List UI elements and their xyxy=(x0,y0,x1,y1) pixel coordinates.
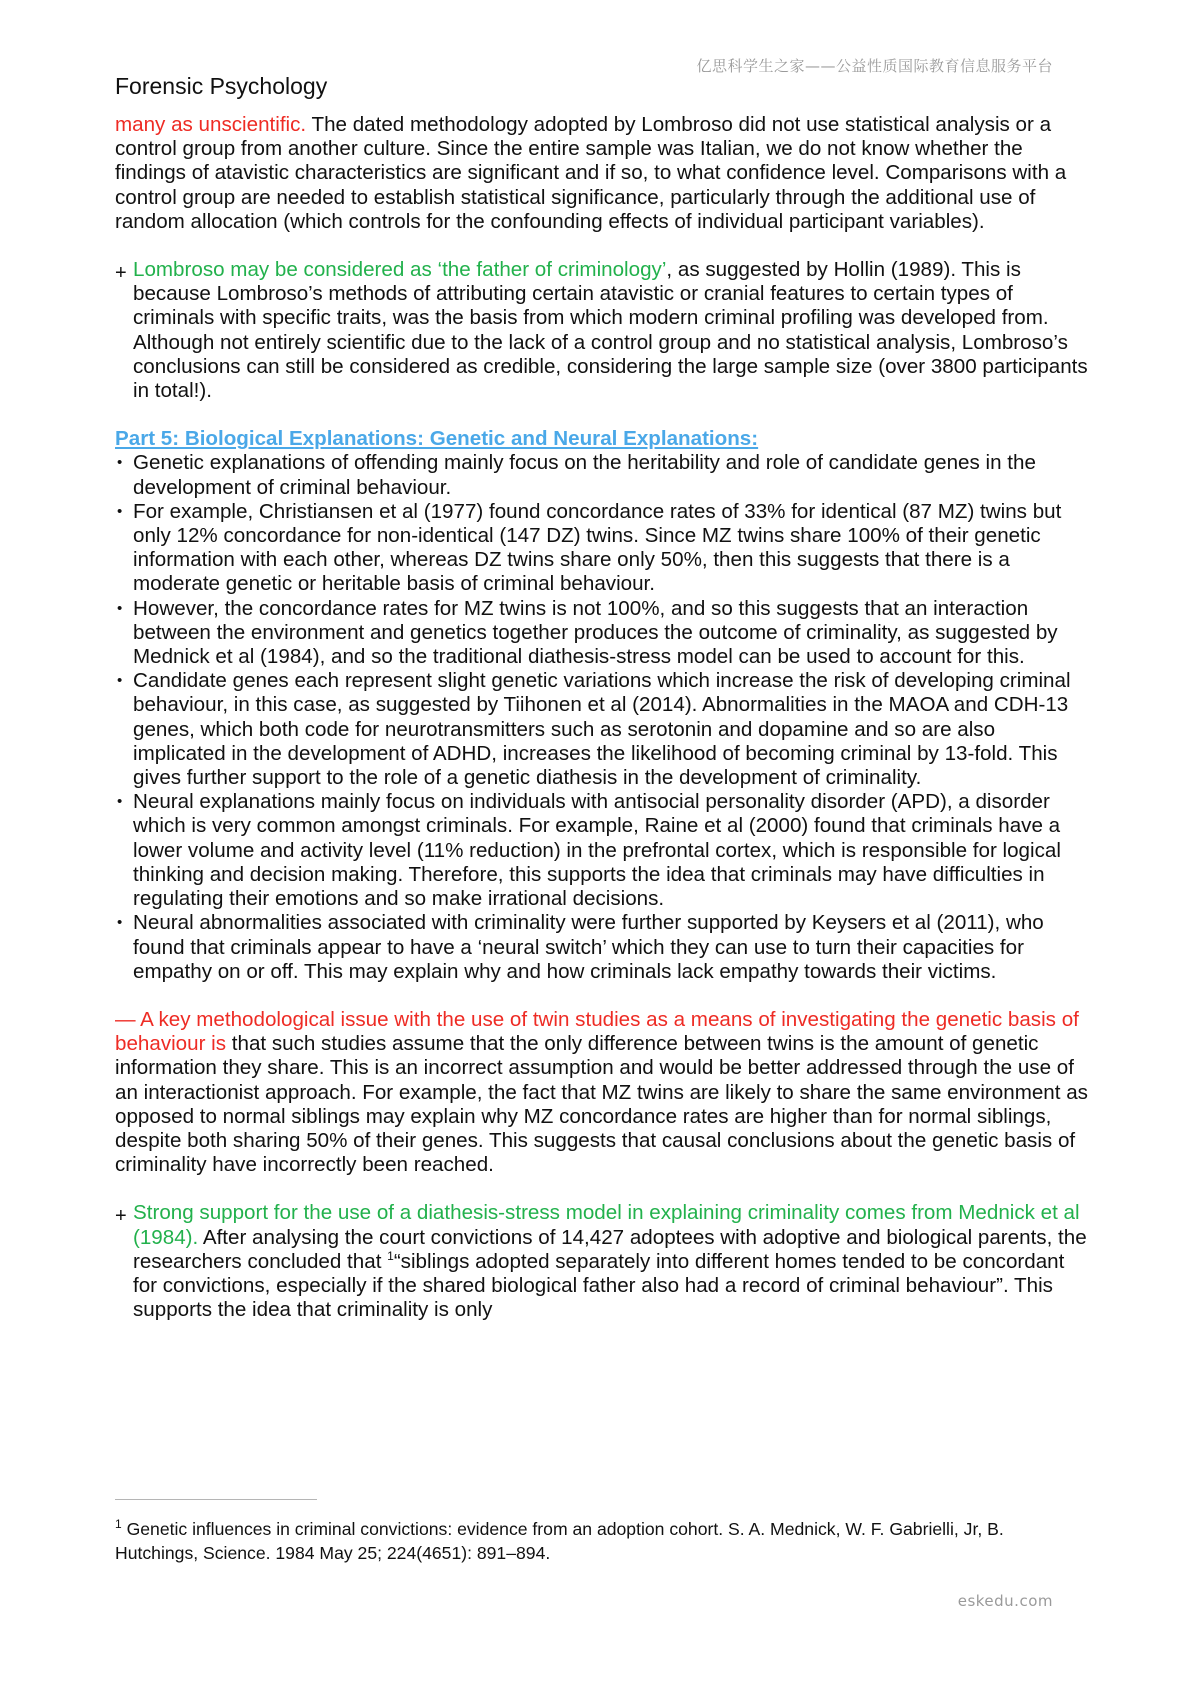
footnote-divider xyxy=(115,1499,317,1500)
list-item: • However, the concordance rates for MZ twins is not 100%, and so this suggests that an interaction between the environment and genetics together produces the outcome of criminality, as suggested by Mednick et al (1984), and so the traditional diathesis-stress model can be used to account for this. xyxy=(117,596,1058,669)
bullet-icon: • xyxy=(117,454,123,472)
evaluation-minus-1 xyxy=(115,1008,1090,1177)
list-item: • Candidate genes each represent slight genetic variations which increase the risk of developing criminal behaviour, in this case, as suggested by Tiihonen et al (2014). Abnormalities in the MAOA and CDH-13 genes, which both code for neurotransmitters such as serotonin and dopamine and so are also implicated in the development of ADHD, increases the likelihood of becoming criminal by 13-fold. This gives further support to the role of a genetic diathesis in the development of criminality. xyxy=(117,669,1071,790)
footnote-text: Genetic influences in criminal convictions: evidence from an adoption cohort. S. A. Mednick, W. F. Gabrielli, Jr, B. Hutchings, Science. 1984 May 25; 224(4651): 891–894. xyxy=(115,1519,1004,1563)
plus-icon: + xyxy=(115,262,127,285)
footer-watermark: eskedu.com xyxy=(957,1592,1053,1610)
minus1-text: that such studies assume that the only difference between twins is the amount of genetic information they share. This is an incorrect assumption and would be better addressed through the use of an interactionist approach. For example, the fact that MZ twins are likely to share the same environment as opposed to normal siblings may explain why MZ concordance rates are higher than for normal siblings, despite both sharing 50% of their genes. This suggests that causal conclusions about the genetic basis of criminality have incorrectly been reached. xyxy=(115,1032,1088,1177)
page-body xyxy=(115,113,1090,1322)
header-watermark: 亿思科学生之家——公益性质国际教育信息服务平台 xyxy=(696,57,1053,75)
footnote xyxy=(115,1517,1075,1565)
intro-text: The dated methodology adopted by Lombroso did not use statistical analysis or a control group from another culture. Since the entire sample was Italian, we do not know whether the findings of atavistic characteristics are significant and if so, to what confidence level. Comparisons with a control group are needed to establish statistical significance, particularly through the additional use of random allocation (which controls for the confounding effects of individual participant variables). xyxy=(115,113,1067,233)
list-item: • For example, Christiansen et al (1977) found concordance rates of 33% for identical (87 MZ) twins but only 12% concordance for non-identical (147 DZ) twins. Since MZ twins share 100% of their genetic information with each other, whereas DZ twins share only 50%, then this suggests that there is a moderate genetic or heritable basis of criminal behaviour. xyxy=(117,499,1062,596)
bullet-icon: • xyxy=(117,793,123,811)
bullet-icon: • xyxy=(117,502,123,520)
bullet-list xyxy=(115,451,1090,983)
running-head-title: Forensic Psychology xyxy=(115,73,328,99)
plus-icon: + xyxy=(115,1205,127,1228)
plus2-green-lead: Strong support for the use of a diathesis-stress model in explaining criminality comes from Mednick et al (1984). xyxy=(133,1201,1080,1249)
plus2-text-b: “siblings adopted separately into different homes tended to be concordant for convictions, especially if the shared biological father also had a record of criminal behaviour”. This supports the idea that criminality is only xyxy=(133,1249,1065,1322)
bullet-icon: • xyxy=(117,599,123,617)
minus1-red-lead: — A key methodological issue with the use of twin studies as a means of investigating the genetic basis of behaviour is xyxy=(115,1007,1079,1056)
bullet-icon: • xyxy=(117,914,123,932)
intro-paragraph xyxy=(115,113,1090,234)
list-item: • Neural abnormalities associated with criminality were further supported by Keysers et al (2011), who found that criminals appear to have a ‘neural switch’ which they can use to turn their capacities for empathy on or off. This may explain why and how criminals lack empathy towards their victims. xyxy=(117,911,1044,983)
plus1-green-lead: Lombroso may be considered as ‘the father of criminology’ xyxy=(133,258,667,282)
plus2-text-a: After analysing the court convictions of 14,427 adoptees with adoptive and biological parents, the researchers concluded that xyxy=(133,1225,1087,1273)
evaluation-plus-2 xyxy=(115,1201,1090,1322)
intro-red-lead: many as unscientific. xyxy=(115,113,307,136)
footnote-number: 1 xyxy=(115,1517,122,1532)
evaluation-plus-1 xyxy=(115,258,1090,403)
bullet-icon: • xyxy=(117,672,123,690)
footnote-ref[interactable]: 1 xyxy=(387,1248,394,1263)
list-item: • Neural explanations mainly focus on individuals with antisocial personality disorder (APD), a disorder which is very common amongst criminals. For example, Raine et al (2000) found that criminals have a lower volume and activity level (11% reduction) in the prefrontal cortex, which is responsible for logical thinking and decision making. Therefore, this supports the idea that criminals may have difficulties in regulating their emotions and so make irrational decisions. xyxy=(117,790,1061,911)
plus1-text: , as suggested by Hollin (1989). This is because Lombroso’s methods of attributing certain atavistic or cranial features to certain types of criminals with specific traits, was the basis from which modern criminal profiling was developed from. Although not entirely scientific due to the lack of a control group and no statistical analysis, Lombroso’s conclusions can still be considered as credible, considering the large sample size (over 3800 participants in total!). xyxy=(133,258,1088,403)
section-heading: Part 5: Biological Explanations: Genetic and Neural Explanations: xyxy=(115,427,759,451)
list-item: • Genetic explanations of offending mainly focus on the heritability and role of candidate genes in the development of criminal behaviour. xyxy=(117,451,1036,499)
